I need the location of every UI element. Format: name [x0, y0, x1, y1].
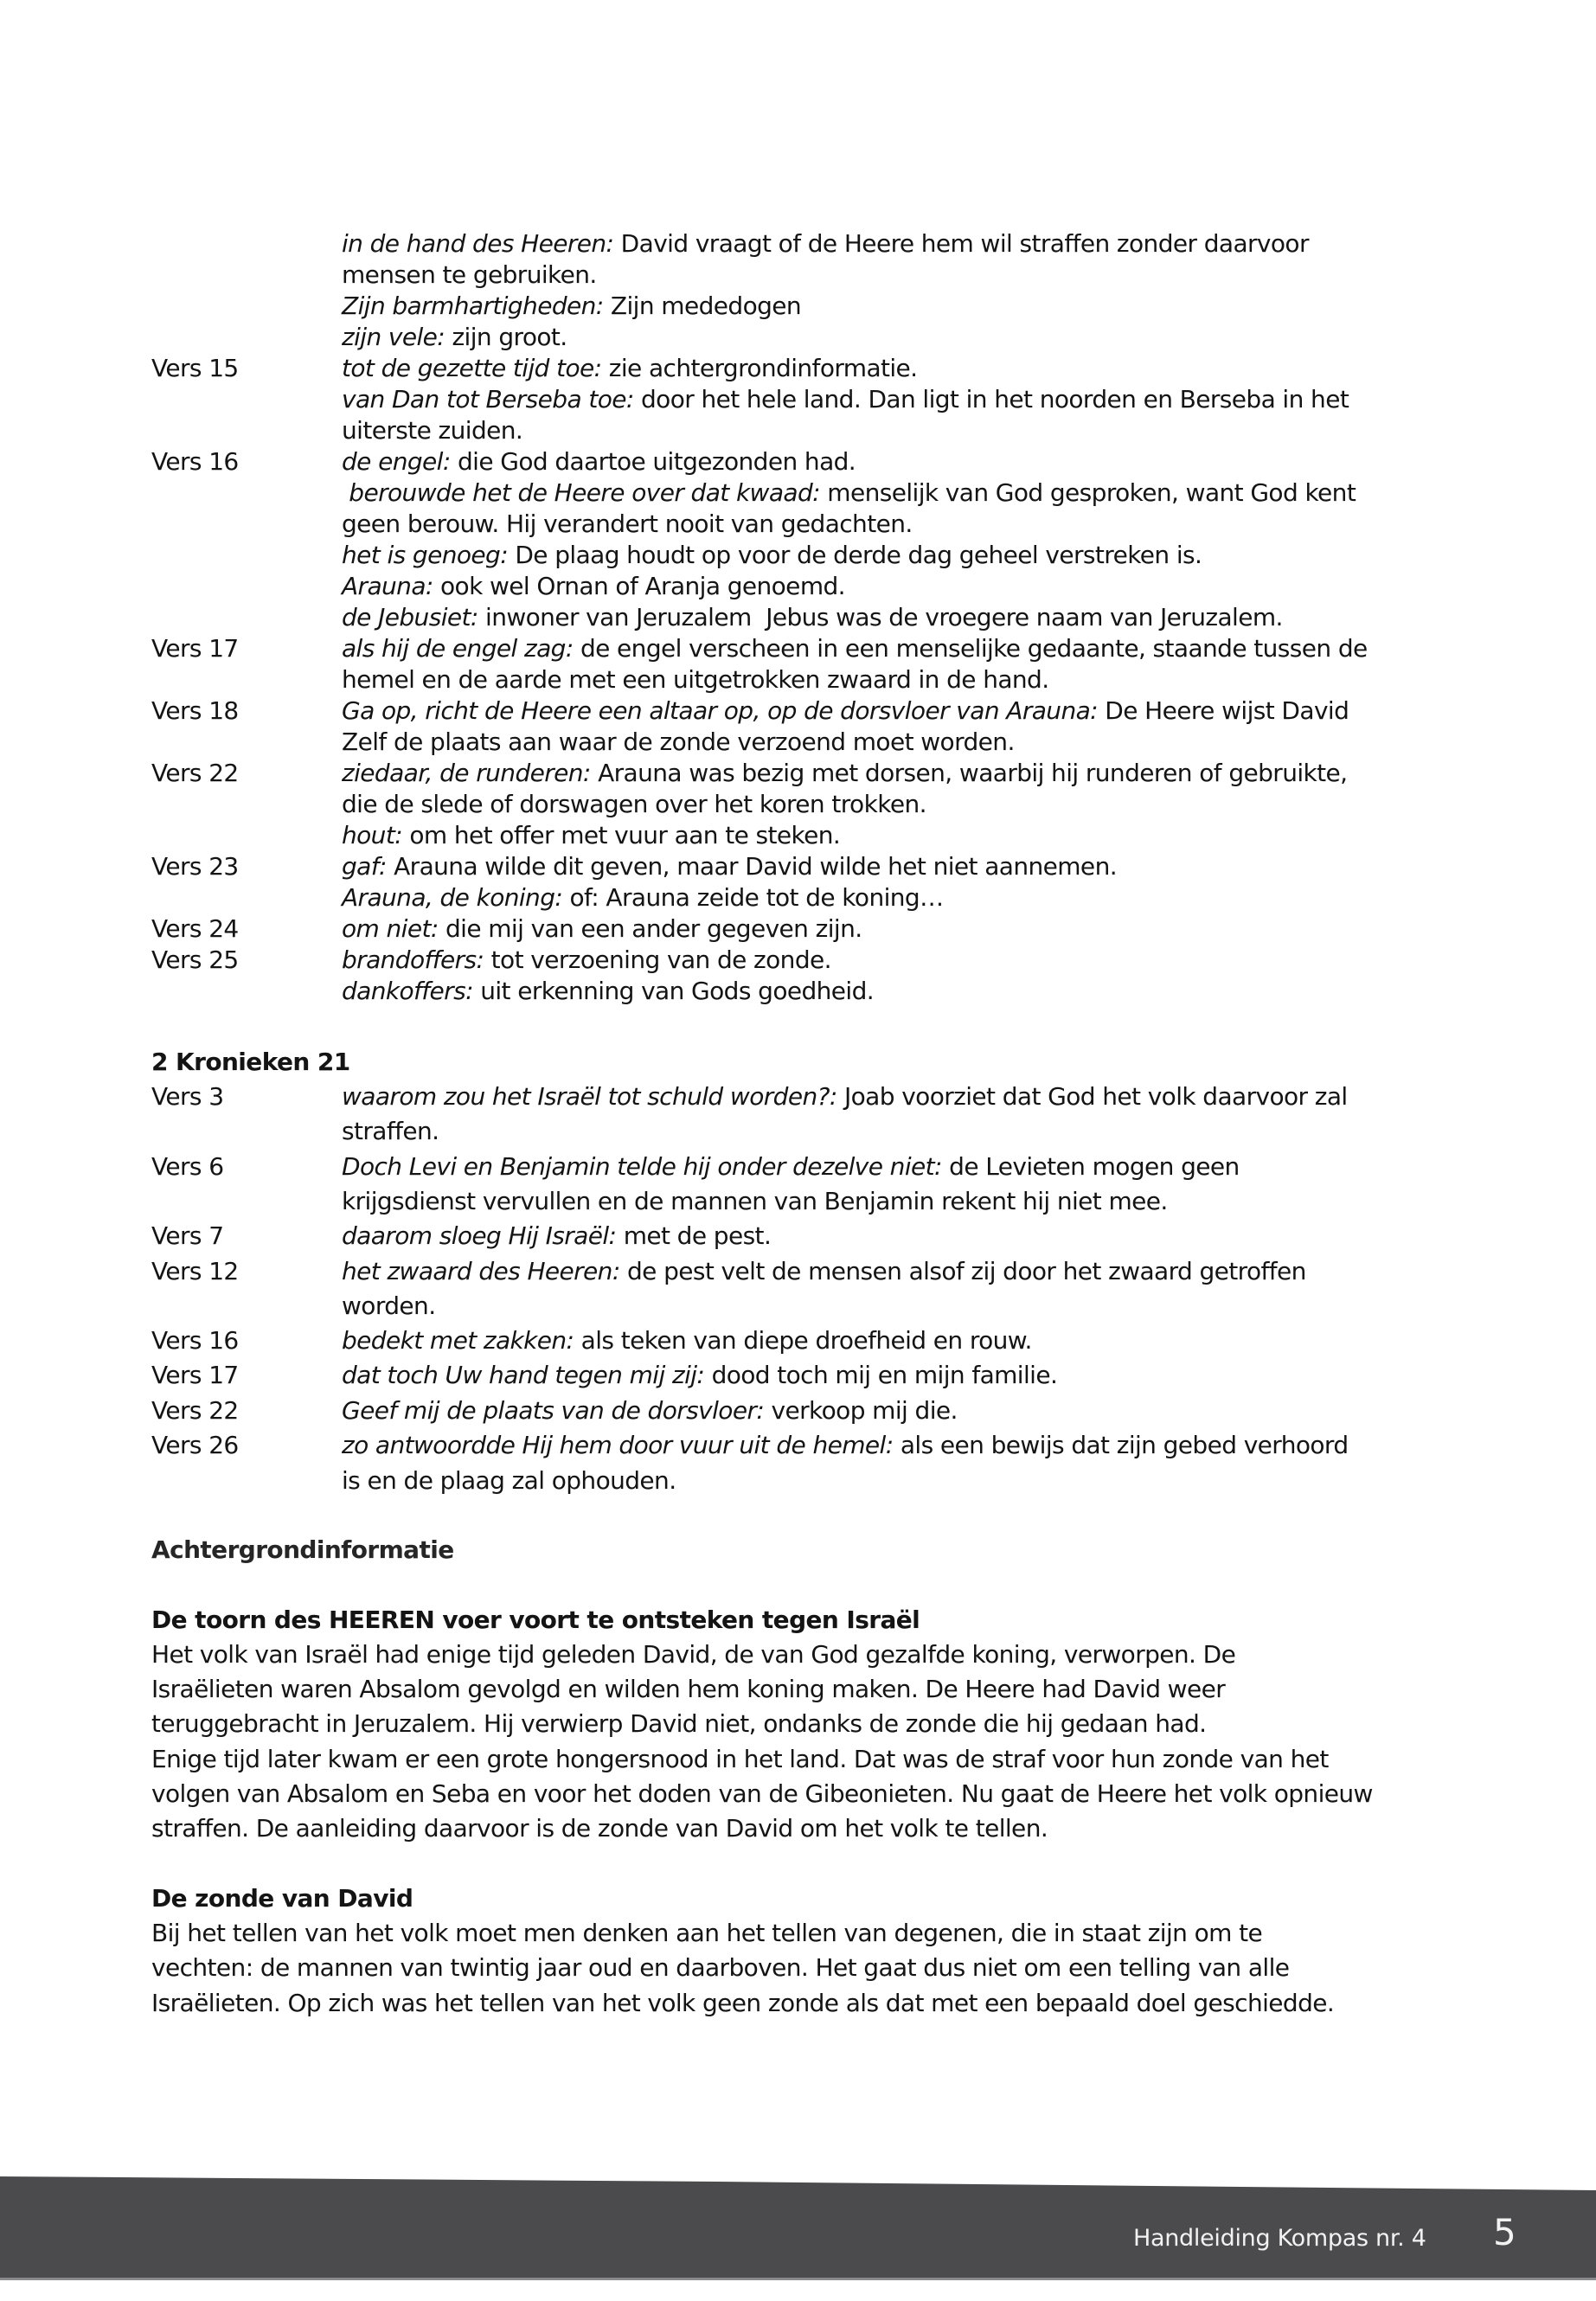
note-line: [342, 571, 845, 602]
note-text: worden.: [342, 1292, 436, 1320]
note-line: [342, 882, 944, 913]
paragraph-line: Israëlieten waren Absalom gevolgd en wilden hem koning maken. De Heere had David weer: [151, 1675, 1226, 1703]
note-line: [342, 1151, 1240, 1183]
verse-label: Vers 7: [151, 1221, 224, 1250]
note-text: ook wel Ornan of Aranja genoemd.: [433, 572, 845, 600]
note-term: waarom zou het Israël tot schuld worden?:: [342, 1082, 837, 1111]
note-line: [342, 913, 862, 945]
note-text: verkoop mij die.: [764, 1396, 958, 1425]
note-line: [342, 602, 1283, 633]
note-term: de Jebusiet:: [342, 603, 478, 631]
verse-label: Vers 24: [151, 914, 239, 943]
note-text: dood toch mij en mijn familie.: [704, 1361, 1058, 1389]
note-term: dat toch Uw hand tegen mij zij:: [342, 1361, 705, 1389]
note-text: Arauna wilde dit geven, maar David wilde het niet aannemen.: [386, 852, 1118, 881]
note-text: als teken van diepe droefheid en rouw.: [574, 1326, 1032, 1355]
verse-label: Vers 3: [151, 1082, 224, 1111]
note-text: door het hele land. Dan ligt in het noorden en Berseba in het: [633, 385, 1349, 413]
note-line: [342, 976, 874, 1007]
verse-label: Vers 17: [151, 1361, 239, 1389]
note-text: hemel en de aarde met een uitgetrokken zwaard in de hand.: [342, 665, 1049, 694]
note-text: krijgsdienst vervullen en de mannen van Benjamin rekent hij niet mee.: [342, 1187, 1168, 1215]
note-term: in de hand des Heeren:: [342, 229, 614, 258]
note-text: Arauna was bezig met dorsen, waarbij hij runderen of gebruikte,: [590, 759, 1348, 787]
verse-label: Vers 17: [151, 634, 239, 663]
note-term: tot de gezette tijd toe:: [342, 354, 602, 382]
paragraph-line: straffen. De aanleiding daarvoor is de zonde van David om het volk te tellen.: [151, 1814, 1048, 1843]
background-heading: Achtergrondinformatie: [151, 1535, 454, 1564]
note-text: straffen.: [342, 1117, 439, 1145]
note-line: [342, 758, 1347, 789]
verse-label: Vers 26: [151, 1431, 239, 1459]
note-line: [342, 1256, 1306, 1287]
note-text: uiterste zuiden.: [342, 416, 523, 445]
note-term: Ga op, richt de Heere een altaar op, op de dorsvloer van Arauna:: [342, 696, 1098, 725]
note-line: [342, 322, 567, 353]
note-line: [342, 1186, 1168, 1217]
note-line: [342, 384, 1349, 415]
note-text: geen berouw. Hij verandert nooit van gedachten.: [342, 510, 913, 538]
note-line: [342, 851, 1117, 882]
note-text: David vraagt of de Heere hem wil straffen zonder daarvoor: [613, 229, 1309, 258]
note-term: de engel:: [342, 447, 451, 476]
note-line: [342, 1430, 1349, 1461]
paragraph-line: Israëlieten. Op zich was het tellen van het volk geen zonde als dat met een bepaald doel geschiedde.: [151, 1989, 1335, 2017]
note-line: [342, 1291, 436, 1322]
verse-label: Vers 16: [151, 447, 239, 476]
verse-label: Vers 12: [151, 1257, 239, 1285]
note-text: die God daartoe uitgezonden had.: [450, 447, 856, 476]
note-text: Joab voorziet dat God het volk daarvoor zal: [836, 1082, 1348, 1111]
note-text: met de pest.: [616, 1221, 772, 1250]
paragraph-line: vechten: de mannen van twintig jaar oud en daarboven. Het gaat dus niet om een telling van alle: [151, 1953, 1290, 1982]
note-text: de engel verscheen in een menselijke gedaante, staande tussen de: [573, 634, 1368, 663]
note-term: Geef mij de plaats van de dorsvloer:: [342, 1396, 765, 1425]
note-term: gaf:: [342, 852, 387, 881]
page-footer: [0, 2173, 1596, 2280]
verse-label: Vers 6: [151, 1152, 224, 1181]
note-term: ziedaar, de runderen:: [342, 759, 591, 787]
note-line: [342, 727, 1015, 758]
verse-label: Vers 18: [151, 696, 239, 725]
paragraph-line: Enige tijd later kwam er een grote hongersnood in het land. Dat was de straf voor hun zonde van het: [151, 1745, 1329, 1773]
note-text: De plaag houdt op voor de derde dag geheel verstreken is.: [508, 541, 1202, 569]
note-line: [342, 1395, 958, 1426]
note-term: zo antwoordde Hij hem door vuur uit de hemel:: [342, 1431, 894, 1459]
paragraph-line: volgen van Absalom en Seba en voor het doden van de Gibeonieten. Nu gaat de Heere het volk opnieuw: [151, 1779, 1373, 1808]
note-text: Zijn mededogen: [603, 292, 802, 320]
note-term: bedekt met zakken:: [342, 1326, 574, 1355]
note-term: Doch Levi en Benjamin telde hij onder dezelve niet:: [342, 1152, 942, 1181]
footer-edge-line: [0, 2278, 1596, 2280]
note-line: [342, 446, 856, 478]
note-term: van Dan tot Berseba toe:: [342, 385, 634, 413]
note-text: inwoner van Jeruzalem Jebus was de vroegere naam van Jeruzalem.: [478, 603, 1283, 631]
note-text: die mij van een ander gegeven zijn.: [438, 914, 862, 943]
note-line: [342, 478, 1356, 509]
paragraph-line: teruggebracht in Jeruzalem. Hij verwierp David niet, ondanks de zonde die hij gedaan had.: [151, 1709, 1207, 1738]
note-text: of: Arauna zeide tot de koning…: [562, 883, 944, 912]
note-line: [342, 695, 1349, 727]
note-text: zijn groot.: [445, 323, 567, 351]
section-heading: 2 Kronieken 21: [151, 1048, 350, 1076]
note-term: Zijn barmhartigheden:: [342, 292, 604, 320]
note-line: [342, 260, 597, 291]
note-line: [342, 509, 913, 540]
note-line: [342, 1360, 1057, 1391]
note-line: [342, 1325, 1032, 1356]
subsection-title: De toorn des HEEREN voer voort te ontsteken tegen Israël: [151, 1606, 920, 1634]
subsection-title: De zonde van David: [151, 1884, 413, 1913]
note-line: [342, 1465, 676, 1497]
note-term: brandoffers:: [342, 945, 484, 974]
note-term: Arauna, de koning:: [342, 883, 563, 912]
note-line: [342, 415, 522, 446]
note-line: [342, 789, 926, 820]
note-line: [342, 1221, 771, 1252]
note-term: zijn vele:: [342, 323, 445, 351]
note-text: de pest velt de mensen alsof zij door het zwaard getroffen: [619, 1257, 1306, 1285]
note-text: mensen te gebruiken.: [342, 260, 597, 289]
note-text: uit erkenning van Gods goedheid.: [472, 977, 875, 1005]
note-term: daarom sloeg Hij Israël:: [342, 1221, 617, 1250]
note-text: tot verzoening van de zonde.: [484, 945, 831, 974]
note-line: [342, 1081, 1348, 1112]
note-term: berouwde het de Heere over dat kwaad:: [342, 478, 820, 507]
verse-label: Vers 25: [151, 945, 239, 974]
verse-label: Vers 22: [151, 759, 239, 787]
paragraph-line: Bij het tellen van het volk moet men denken aan het tellen van degenen, die in staat zijn om te: [151, 1919, 1263, 1947]
note-line: [342, 228, 1309, 260]
note-term: het is genoeg:: [342, 541, 509, 569]
note-term: als hij de engel zag:: [342, 634, 574, 663]
note-text: Zelf de plaats aan waar de zonde verzoend moet worden.: [342, 727, 1015, 756]
note-term: dankoffers:: [342, 977, 473, 1005]
paragraph-line: Het volk van Israël had enige tijd geleden David, de van God gezalfde koning, verworpen. De: [151, 1640, 1236, 1669]
note-text: is en de plaag zal ophouden.: [342, 1466, 676, 1495]
verse-label: Vers 23: [151, 852, 239, 881]
note-text: om het offer met vuur aan te steken.: [402, 821, 841, 849]
verse-label: Vers 15: [151, 354, 239, 382]
note-line: [342, 291, 801, 322]
note-line: [342, 353, 917, 384]
note-text: de Levieten mogen geen: [941, 1152, 1240, 1181]
page-number: 5: [1493, 2211, 1516, 2253]
note-text: die de slede of dorswagen over het koren trokken.: [342, 790, 926, 818]
note-term: het zwaard des Heeren:: [342, 1257, 620, 1285]
note-term: om niet:: [342, 914, 439, 943]
verse-label: Vers 22: [151, 1396, 239, 1425]
note-line: [342, 820, 840, 851]
note-text: als een bewijs dat zijn gebed verhoord: [893, 1431, 1349, 1459]
note-text: zie achtergrondinformatie.: [601, 354, 918, 382]
note-line: [342, 664, 1049, 695]
verse-label: Vers 16: [151, 1326, 239, 1355]
note-term: hout:: [342, 821, 403, 849]
note-line: [342, 633, 1368, 664]
note-text: De Heere wijst David: [1097, 696, 1349, 725]
note-term: Arauna:: [342, 572, 433, 600]
note-line: [342, 945, 831, 976]
footer-title: Handleiding Kompas nr. 4: [1133, 2225, 1426, 2252]
note-line: [342, 540, 1202, 571]
note-line: [342, 1116, 439, 1147]
note-text: menselijk van God gesproken, want God kent: [819, 478, 1356, 507]
